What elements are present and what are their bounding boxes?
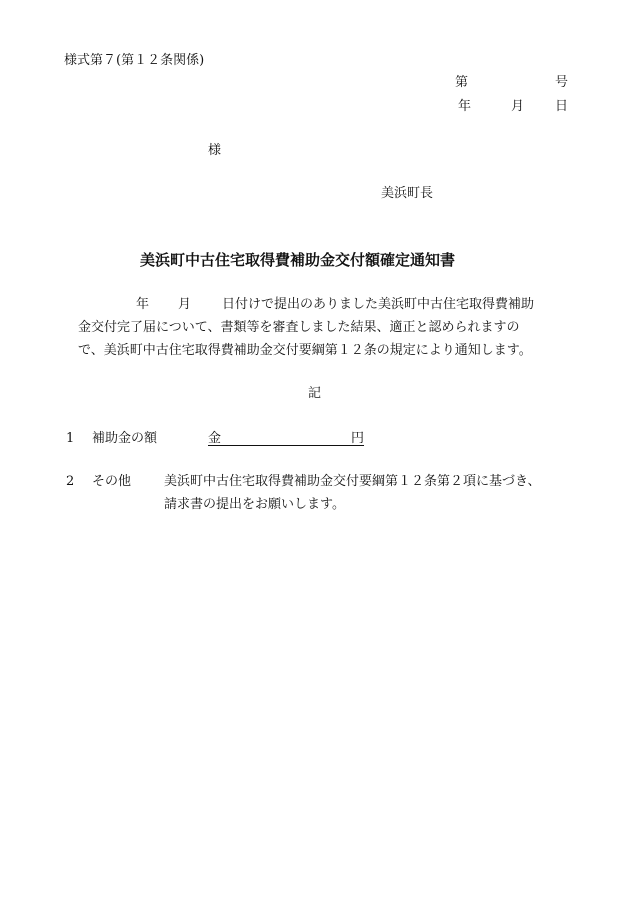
item-2-text-line-2: 請求書の提出をお願いします。	[164, 497, 345, 512]
date-day: 日	[555, 99, 569, 114]
body-line-2: 金交付完了届について、書類等を審査しました結果、適正と認められますの	[78, 320, 520, 335]
doc-number-prefix: 第	[455, 75, 469, 90]
item-2-number: 2	[66, 474, 75, 489]
addressee-honorific: 様	[208, 143, 222, 158]
item-1-amount-field: 金 円	[208, 431, 365, 446]
item-2-text-line-1: 美浜町中古住宅取得費補助金交付要綱第１２条第２項に基づき、	[164, 474, 541, 489]
body-line-1: 日付けで提出のありました美浜町中古住宅取得費補助	[222, 297, 535, 312]
issuer: 美浜町長	[381, 186, 434, 201]
body-month: 月	[178, 297, 192, 312]
item-2-label: その他	[92, 474, 132, 489]
doc-number-suffix: 号	[555, 75, 569, 90]
item-1-number: 1	[66, 431, 75, 446]
form-number: 様式第７(第１２条関係)	[64, 53, 205, 68]
body-year: 年	[136, 297, 150, 312]
page-title: 美浜町中古住宅取得費補助金交付額確定通知書	[140, 251, 456, 269]
ki-heading: 記	[308, 386, 322, 401]
date-month: 月	[511, 99, 525, 114]
date-year: 年	[458, 99, 472, 114]
item-1-label: 補助金の額	[92, 431, 158, 446]
body-line-3: で、美浜町中古住宅取得費補助金交付要綱第１２条の規定により通知します。	[78, 343, 532, 358]
